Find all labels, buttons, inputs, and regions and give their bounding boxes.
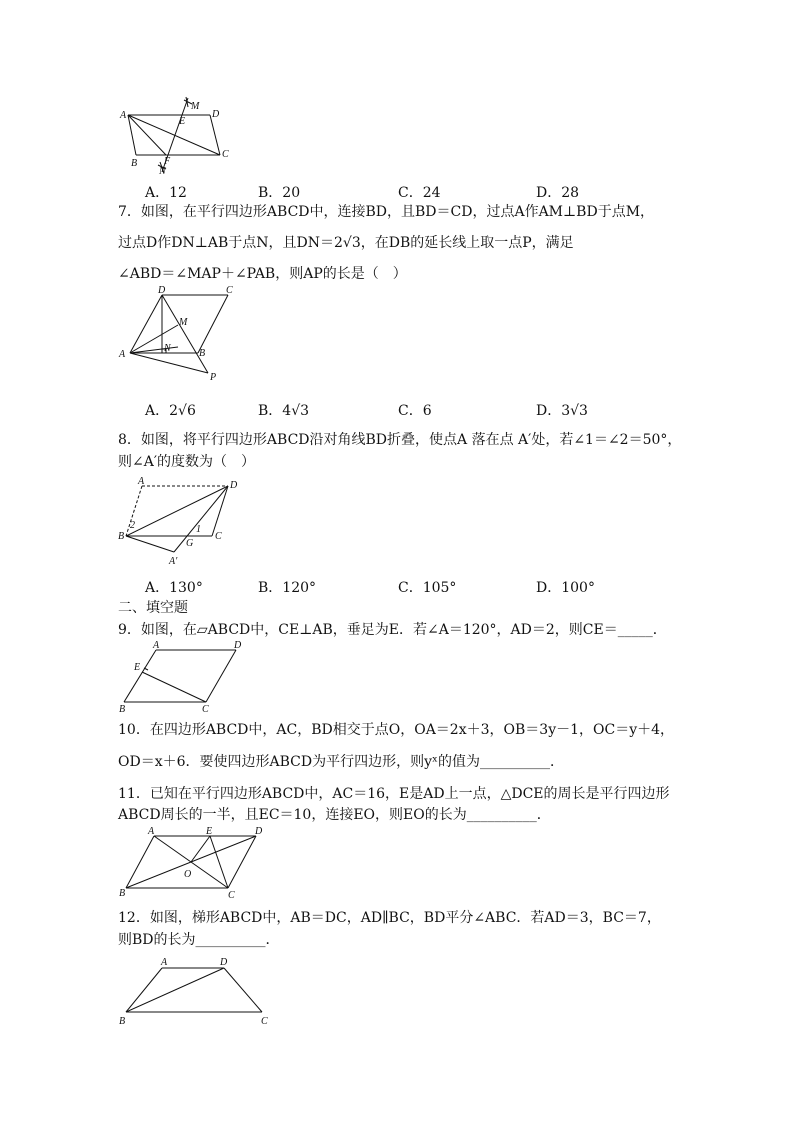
q7-label-m: M <box>179 317 188 328</box>
q6-label-a: A <box>120 110 127 121</box>
q7-option-c[interactable]: C．6 <box>398 403 432 419</box>
q9-figure <box>116 640 250 716</box>
q11-diagram <box>116 826 270 902</box>
q12-diagram <box>116 952 276 1028</box>
q8-label-angle-1: 1 <box>196 524 201 535</box>
q7-label-a: A <box>119 349 126 360</box>
q7-label-d: D <box>158 285 166 296</box>
q12-line-2: 则BD的长为__________． <box>118 932 280 948</box>
q10-line-1: 10．在四边形ABCD中，AC，BD相交于点O，OA＝2x＋3，OB＝3y－1，OC＝y＋4， <box>118 722 675 738</box>
q6-option-b[interactable]: B．20 <box>258 185 301 201</box>
q9-label-c: C <box>202 704 209 715</box>
q8-label-a: A <box>138 476 145 487</box>
q9-diagram <box>116 640 250 716</box>
q7-label-c: C <box>226 285 233 296</box>
q6-label-b: B <box>131 158 138 169</box>
q7-option-b[interactable]: B．4√3 <box>258 403 310 419</box>
q8-option-a[interactable]: A．130° <box>145 580 203 596</box>
q8-label-g: G <box>186 538 194 549</box>
q7-diagram <box>116 285 242 385</box>
q11-label-o: O <box>184 869 192 880</box>
q10-line-2: OD＝x＋6．要使四边形ABCD为平行四边形，则yˣ的值为__________． <box>118 754 564 770</box>
q6-figure <box>118 95 228 177</box>
q6-label-d: D <box>212 109 220 120</box>
q12-label-a: A <box>161 957 168 968</box>
q11-line-1: 11．已知在平行四边形ABCD中，AC＝16，E是AD上一点，△DCE的周长是平行四边形 <box>118 786 670 802</box>
q12-label-b: B <box>119 1016 126 1027</box>
q12-label-c: C <box>261 1016 268 1027</box>
q7-line-2: 过点D作DN⊥AB于点N，且DN＝2√3，在DB的延长线上取一点P，满足 <box>118 235 574 251</box>
q8-diagram <box>116 474 246 570</box>
q8-label-c: C <box>215 531 222 542</box>
q7-figure <box>116 285 242 385</box>
q7-label-b: B <box>199 348 206 359</box>
q12-figure <box>116 952 276 1028</box>
q7-line-3: ∠ABD＝∠MAP＋∠PAB，则AP的长是（ ） <box>118 266 407 282</box>
q8-figure <box>116 474 246 570</box>
q8-label-b: B <box>118 531 125 542</box>
q7-line-1: 7．如图，在平行四边形ABCD中，连接BD，且BD＝CD，过点A作AM⊥BD于点M， <box>118 204 655 220</box>
q12-line-1: 12．如图，梯形ABCD中，AB＝DC，AD∥BC，BD平分∠ABC．若AD＝3，BC＝7， <box>118 910 661 926</box>
q11-figure <box>116 826 270 902</box>
q8-line-2: 则∠A′的度数为（ ） <box>118 454 256 470</box>
q8-line-1: 8．如图，将平行四边形ABCD沿对角线BD折叠，使点A 落在点 A′处，若∠1＝∠2＝50°， <box>118 432 682 448</box>
q6-option-d[interactable]: D．28 <box>536 185 580 201</box>
q8-label-d: D <box>230 480 238 491</box>
section-title-fill-in: 二、填空题 <box>118 600 188 616</box>
q11-label-b: B <box>119 888 126 899</box>
q11-label-d: D <box>255 826 263 837</box>
q8-option-b[interactable]: B．120° <box>258 580 317 596</box>
q8-label-angle-2: 2 <box>130 520 135 531</box>
q6-label-e: E <box>179 116 186 127</box>
q8-option-c[interactable]: C．105° <box>398 580 457 596</box>
q6-diagram <box>118 95 228 177</box>
q9-line: 9．如图，在▱ABCD中，CE⊥AB，垂足为E．若∠A＝120°，AD＝2，则CE＝_____． <box>118 622 667 638</box>
q6-label-f: F <box>164 156 171 167</box>
q12-label-d: D <box>220 957 228 968</box>
q8-label-a-prime: A′ <box>169 556 178 567</box>
q11-line-2: ABCD周长的一半，且EC＝10，连接EO，则EO的长为__________． <box>118 807 551 823</box>
q11-label-a: A <box>148 826 155 837</box>
q6-label-n: N <box>159 166 166 177</box>
q6-option-a[interactable]: A．12 <box>145 185 187 201</box>
q7-option-d[interactable]: D．3√3 <box>536 403 588 419</box>
q6-option-c[interactable]: C．24 <box>398 185 441 201</box>
q7-label-n: N <box>164 343 171 354</box>
q11-label-e: E <box>206 826 213 837</box>
q9-label-d: D <box>234 640 242 651</box>
q7-label-p: P <box>210 372 217 383</box>
q11-label-c: C <box>228 890 235 901</box>
q6-label-c: C <box>222 149 229 160</box>
q9-label-b: B <box>119 704 126 715</box>
q8-option-d[interactable]: D．100° <box>536 580 595 596</box>
q9-label-e: E <box>134 662 141 673</box>
q9-label-a: A <box>153 640 160 651</box>
q6-label-m: M <box>191 101 200 112</box>
q7-option-a[interactable]: A．2√6 <box>145 403 196 419</box>
